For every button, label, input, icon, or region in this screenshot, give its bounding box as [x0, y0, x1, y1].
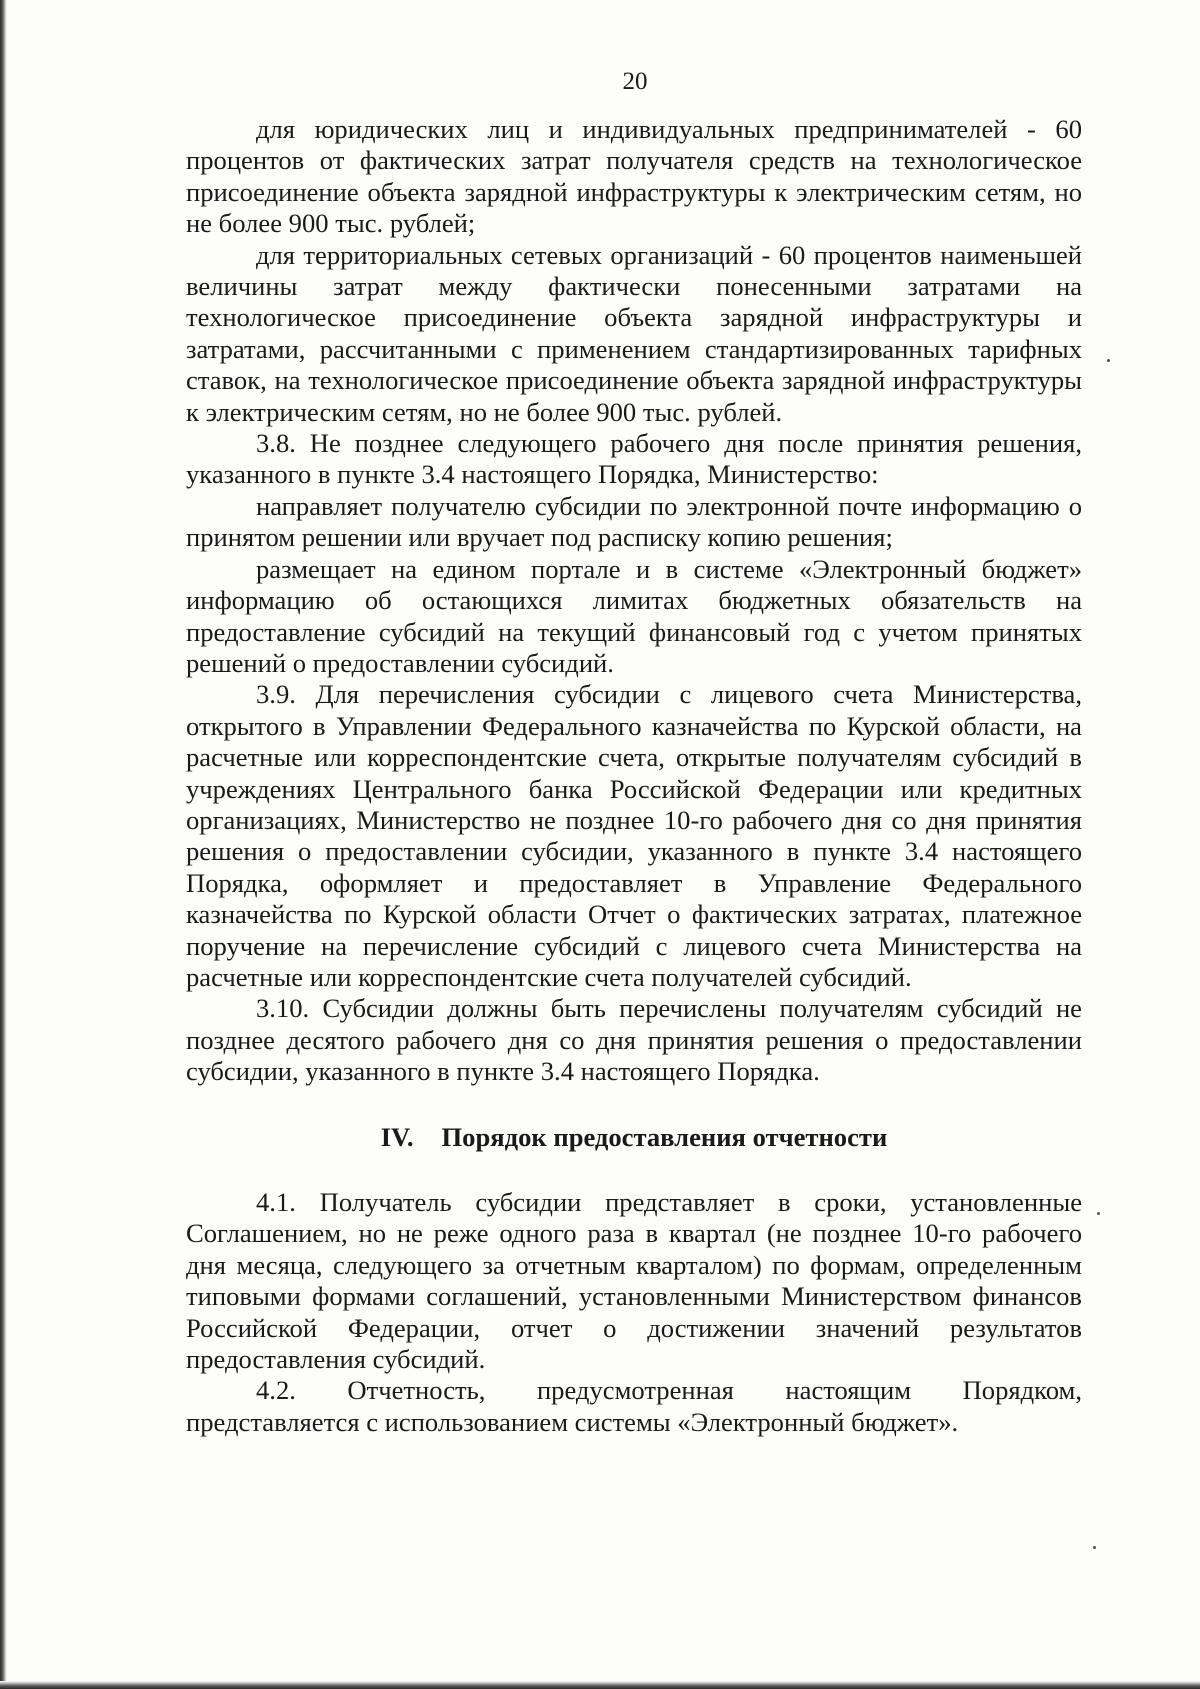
paragraph: 3.8. Не позднее следующего рабочего дня после принятия решения, указанного в пункте 3.4 настоящего Порядка, Министерство:	[186, 428, 1082, 490]
scan-speck	[1107, 359, 1110, 362]
paragraph: для юридических лиц и индивидуальных предпринимателей - 60 процентов от фактических затрат получателя средств на технологическое присоединение объекта зарядной инфраструктуры к электрическим сетям, но не более 900 тыс. рублей;	[186, 114, 1082, 239]
paragraph: 4.2. Отчетность, предусмотренная настоящим Порядком, представляется с использованием системы «Электронный бюджет».	[186, 1375, 1082, 1437]
paragraph: 4.1. Получатель субсидии представляет в сроки, установленные Соглашением, но не реже одного раза в квартал (не позднее 10-го рабочего дня месяца, следующего за отчетным кварталом) по формам, определенным типовыми формами соглашений, установленными Министерством финансов Российской Федерации, отчет о достижении значений результатов предоставления субсидий.	[186, 1187, 1082, 1375]
paragraph: направляет получателю субсидии по электронной почте информацию о принятом решении или вручает под расписку копию решения;	[186, 490, 1082, 553]
scan-edge-bottom	[0, 1681, 1200, 1689]
paragraph: для территориальных сетевых организаций - 60 процентов наименьшей величины затрат между фактически понесенными затратами на технологическое присоединение объекта зарядной инфраструктуры и затратами, рассчитанными с применением стандартизированных тарифных ставок, на технологическое присоединение объекта зарядной инфраструктуры к электрическим сетям, но не более 900 тыс. рублей.	[186, 239, 1082, 427]
section-title: Порядок предоставления отчетности	[441, 1121, 888, 1152]
paragraph: 3.9. Для перечисления субсидии с лицевого счета Министерства, открытого в Управлении Федерального казначейства по Курской области, на расчетные или корреспондентские счета, открытые получателям субсидий в учреждениях Центрального банка Российской Федерации или кредитных организациях, Министерство не позднее 10-го рабочего дня со дня принятия решения о предоставлении субсидии, указанного в пункте 3.4 настоящего Порядка, оформляет и предоставляет в Управление Федерального казначейства по Курской области Отчет о фактических затратах, платежное поручение на перечисление субсидий с лицевого счета Министерства на расчетные или корреспондентские счета получателей субсидий.	[186, 679, 1082, 992]
paragraph: размещает на едином портале и в системе «Электронный бюджет» информацию об остающихся лимитах бюджетных обязательств на предоставление субсидий на текущий финансовый год с учетом принятых решений о предоставлении субсидий.	[186, 553, 1082, 678]
section-heading	[186, 1122, 1082, 1153]
scan-speck	[1097, 1212, 1100, 1215]
page-number: 20	[622, 68, 648, 95]
document-body	[186, 114, 1082, 1438]
scan-edge-left	[0, 0, 7, 1689]
scan-speck	[1093, 1546, 1096, 1549]
paragraph: 3.10. Субсидии должны быть перечислены получателям субсидий не позднее десятого рабочего дня со дня принятия решения о предоставлении субсидии, указанного в пункте 3.4 настоящего Порядка.	[186, 993, 1082, 1087]
section-number: IV.	[380, 1121, 414, 1152]
